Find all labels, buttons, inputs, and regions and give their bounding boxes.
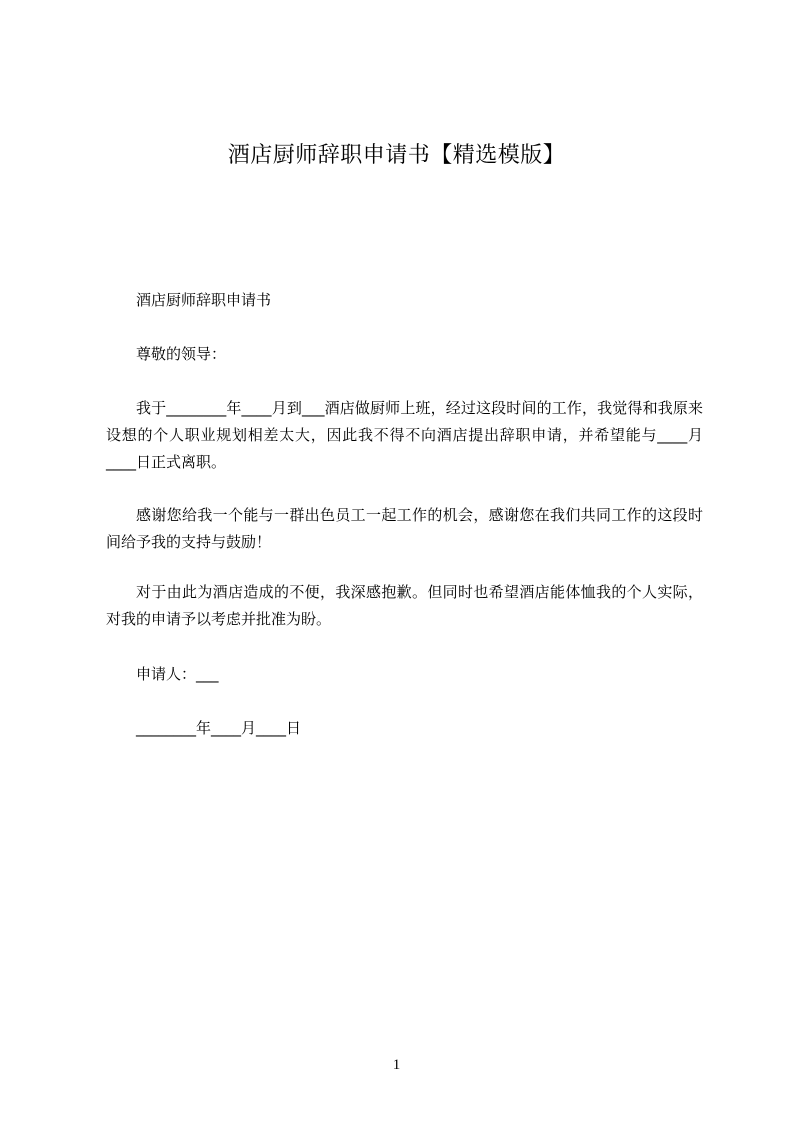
date-line: ________年____月____日 [136,719,302,737]
page-number: 1 [392,1057,401,1073]
paragraph-gratitude: 感谢您给我一个能与一群出色员工一起工作的机会，感谢您在我们共同工作的这段时间给予我的支持与鼓励！ [106,506,703,551]
document-title: 酒店厨师辞职申请书【精选模版】 [227,143,566,168]
salutation: 尊敬的领导： [136,345,227,363]
letter-heading: 酒店厨师辞职申请书 [136,291,272,309]
paragraph-resignation-reason: 我于________年____月到___酒店做厨师上班，经过这段时间的工作，我觉得和我原来设想的个人职业规划相差太大，因此我不得不向酒店提出辞职申请，并希望能与____月____日正式离职。 [106,399,703,471]
applicant-line: 申请人：___ [136,665,219,683]
paragraph-apology: 对于由此为酒店造成的不便，我深感抱歉。但同时也希望酒店能体恤我的个人实际，对我的申请予以考虑并批准为盼。 [106,583,703,628]
